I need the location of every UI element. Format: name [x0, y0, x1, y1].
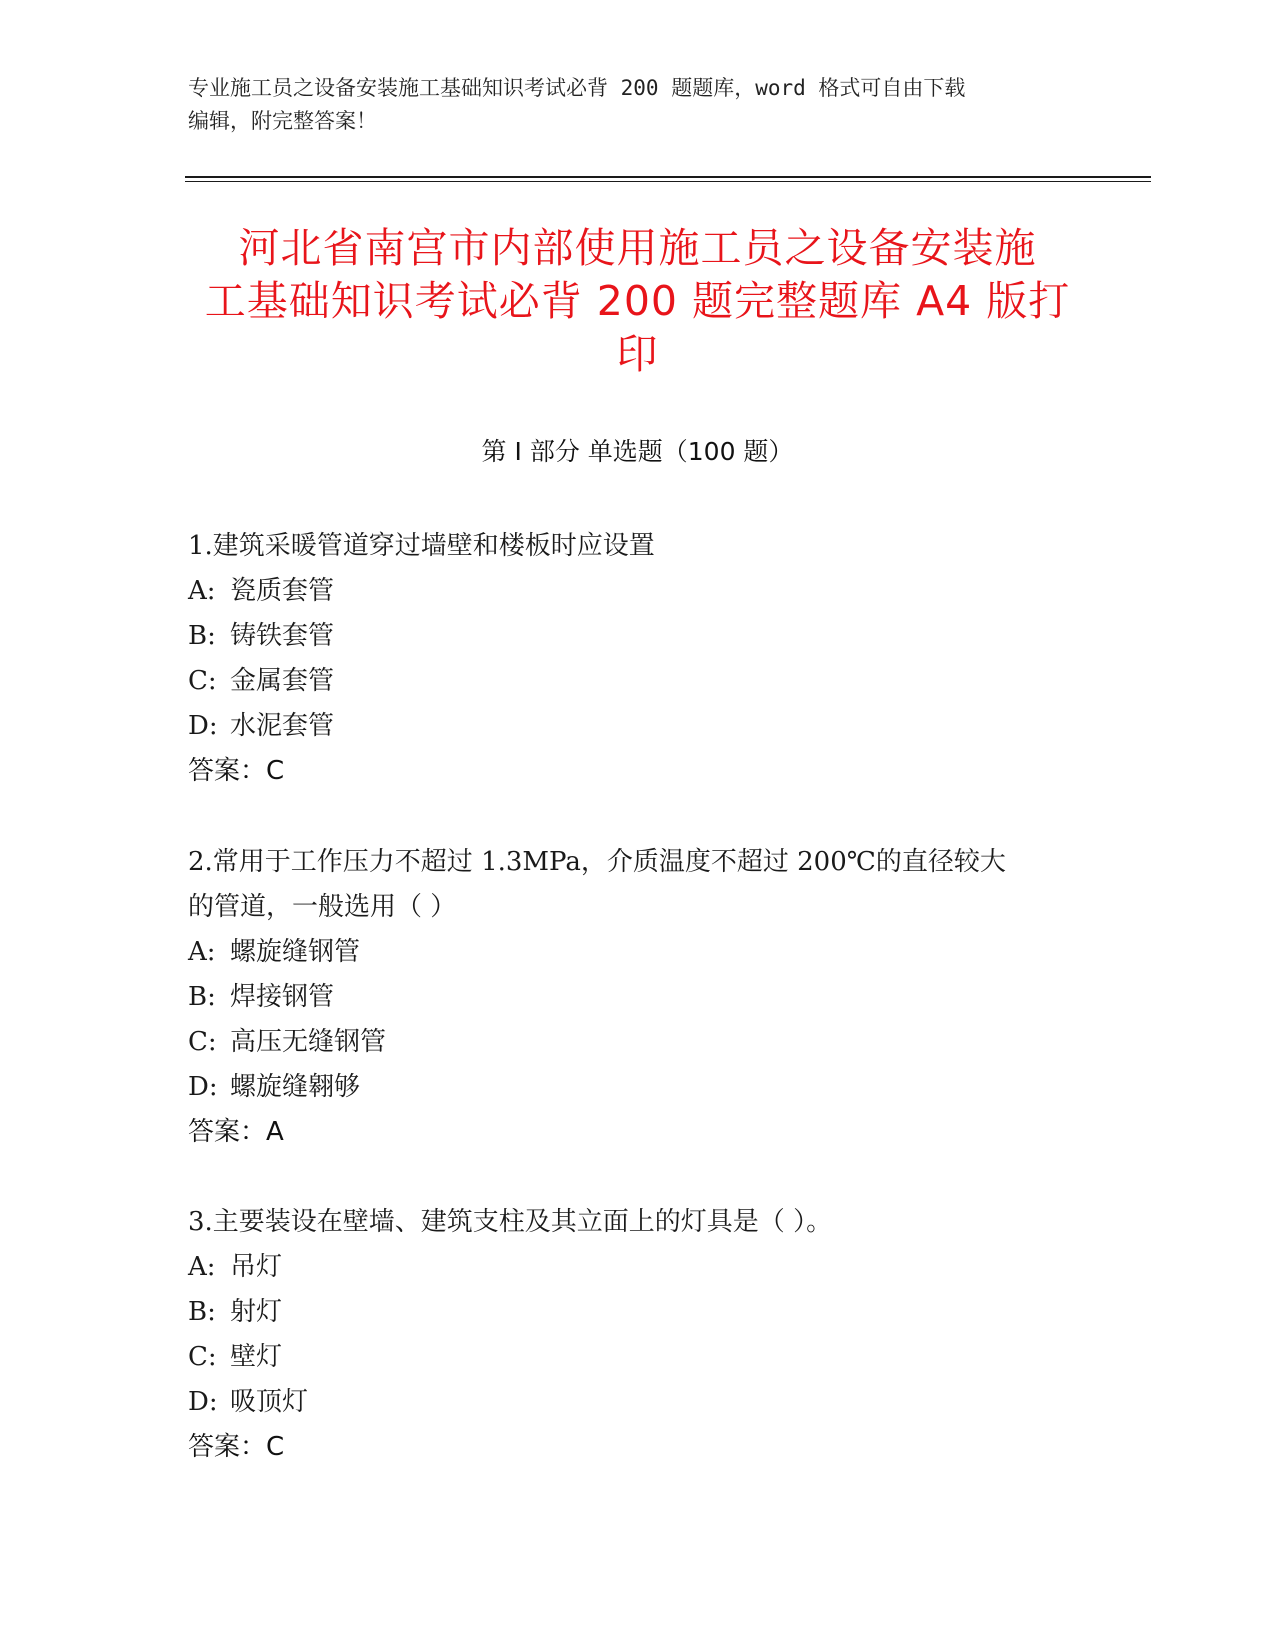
document-title-line-2: 工基础知识考试必背 200 题完整题库 A4 版打: [204, 277, 1071, 325]
question-stem: 3.主要装设在壁墙、建筑支柱及其立面上的灯具是（ ）。: [188, 1207, 833, 1237]
option-text: 壁灯: [230, 1342, 283, 1372]
option-key: C:: [188, 1027, 217, 1057]
option-key: B:: [188, 621, 216, 651]
section-heading: 第 I 部分 单选题（100 题）: [481, 437, 794, 466]
option-c: [188, 1020, 1068, 1065]
option-key: A:: [188, 576, 216, 606]
option-d: [188, 704, 1068, 749]
option-c: [188, 659, 1068, 704]
option-key: A:: [188, 1252, 216, 1282]
option-text: 螺旋缝钢管: [230, 937, 361, 967]
document-title: [150, 222, 1125, 381]
option-key: B:: [188, 1297, 216, 1327]
document-title-line-3: 印: [616, 330, 659, 378]
answer-line: 答案：C: [188, 1432, 285, 1462]
option-key: D:: [188, 1072, 218, 1102]
question-1: [188, 524, 1068, 794]
question-3: [188, 1200, 1068, 1470]
option-d: [188, 1065, 1068, 1110]
option-key: B:: [188, 982, 216, 1012]
option-text: 铸铁套管: [230, 621, 335, 651]
option-d: [188, 1380, 1068, 1425]
option-key: C:: [188, 666, 217, 696]
option-b: [188, 614, 1068, 659]
option-key: D:: [188, 711, 218, 741]
header-divider-thick: [185, 176, 1151, 178]
option-a: [188, 1245, 1068, 1290]
option-text: 水泥套管: [230, 711, 335, 741]
question-stem: 1.建筑采暖管道穿过墙壁和楼板时应设置: [188, 531, 655, 561]
answer-line: 答案：C: [188, 756, 285, 786]
option-a: [188, 569, 1068, 614]
header-note: [188, 72, 1088, 138]
header-divider-thin: [185, 181, 1151, 182]
option-text: 高压无缝钢管: [230, 1027, 387, 1057]
header-note-line-2: 编辑，附完整答案！: [188, 109, 377, 133]
option-text: 吸顶灯: [230, 1387, 309, 1417]
option-text: 瓷质套管: [230, 576, 335, 606]
document-title-line-1: 河北省南宫市内部使用施工员之设备安装施: [238, 224, 1037, 272]
option-text: 吊灯: [230, 1252, 283, 1282]
question-2: [188, 840, 1068, 1155]
option-c: [188, 1335, 1068, 1380]
option-text: 焊接钢管: [230, 982, 335, 1012]
option-key: D:: [188, 1387, 218, 1417]
option-text: 射灯: [230, 1297, 283, 1327]
answer-line: 答案：A: [188, 1117, 284, 1147]
option-a: [188, 930, 1068, 975]
option-b: [188, 1290, 1068, 1335]
option-text: 螺旋缝翱够: [230, 1072, 361, 1102]
option-text: 金属套管: [230, 666, 335, 696]
option-key: C:: [188, 1342, 217, 1372]
question-stem-line-1: 2.常用于工作压力不超过 1.3MPa，介质温度不超过 200℃的直径较大: [188, 847, 1006, 877]
header-note-line-1: 专业施工员之设备安装施工基础知识考试必背 200 题题库，word 格式可自由下载: [188, 76, 966, 100]
option-key: A:: [188, 937, 216, 967]
option-b: [188, 975, 1068, 1020]
question-stem-line-2: 的管道，一般选用（ ）: [188, 892, 457, 922]
